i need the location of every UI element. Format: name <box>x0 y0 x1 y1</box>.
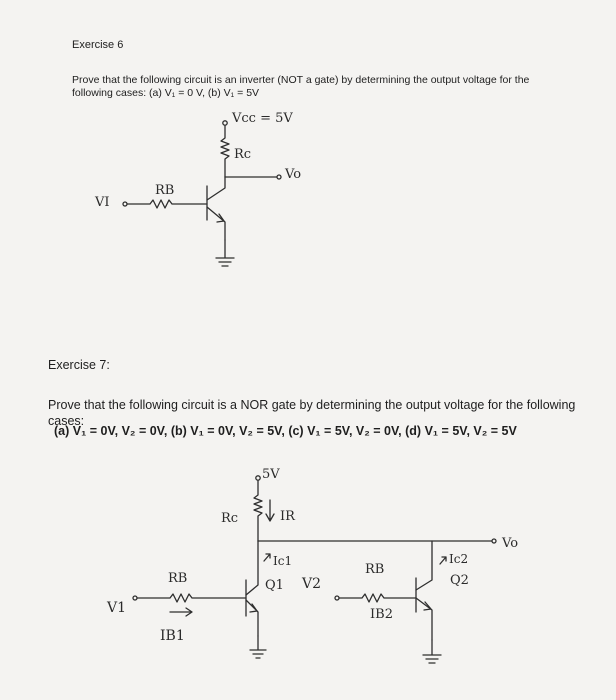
rc-resistor <box>221 126 229 177</box>
rc-label-nor: Rc <box>221 511 239 526</box>
vo-label: Vo <box>285 167 302 182</box>
q1-collector <box>246 541 258 595</box>
rb1-label: RB <box>168 571 188 586</box>
q2-ground <box>423 640 441 663</box>
q2-label: Q2 <box>450 573 469 588</box>
exercise7-title: Exercise 7: <box>48 358 110 372</box>
rb2-resistor <box>339 594 416 602</box>
nor-circuit <box>106 467 518 663</box>
emitter-lead <box>207 207 225 240</box>
q1-ground <box>250 636 266 658</box>
exercise6-title: Exercise 6 <box>72 39 124 51</box>
exercise6-prompt-line1: Prove that the following circuit is an inverter (NOT a gate) by determining the output voltage for the <box>72 74 530 86</box>
vo-label-nor: Vo <box>502 536 519 551</box>
q1-emitter <box>246 600 258 636</box>
q1-label: Q1 <box>265 578 284 593</box>
q2-emitter <box>416 598 432 640</box>
supply-terminal <box>256 476 260 480</box>
ir-arrow <box>266 500 274 521</box>
ib1-label: IB1 <box>160 628 185 644</box>
rb-resistor <box>127 200 207 208</box>
vo-terminal <box>277 175 281 179</box>
ic1-arrow <box>264 554 270 561</box>
ic2-label: Ic2 <box>449 552 469 566</box>
vcc-label: Vcc = 5V <box>232 111 293 126</box>
ib1-arrow <box>170 608 192 616</box>
v1-label: V1 <box>107 600 127 616</box>
vcc-terminal <box>223 121 227 125</box>
rc-label: Rc <box>234 147 252 162</box>
rb-label: RB <box>155 183 175 198</box>
vi-label: VI <box>95 195 110 210</box>
exercise7-prompt-line2: (a) V₁ = 0V, V₂ = 0V, (b) V₁ = 0V, V₂ = 5V, (c) V₁ = 5V, V₂ = 0V, (d) V₁ = 5V, V₂ = 5V <box>54 424 517 438</box>
rc-resistor-nor <box>254 481 262 541</box>
ground-symbol <box>216 240 234 266</box>
exercise6-prompt-line2: following cases: (a) V₁ = 0 V, (b) V₁ = 5V <box>72 87 260 99</box>
exercise7-prompt-line1: Prove that the following circuit is a NOR gate by determining the output voltage for the following cases: <box>48 398 576 428</box>
inverter-circuit <box>94 111 301 266</box>
q2-collector <box>416 541 432 590</box>
rb2-label: RB <box>365 562 385 577</box>
collector-lead <box>207 177 225 200</box>
v2-label: V2 <box>302 576 322 592</box>
vo-terminal-nor <box>492 539 496 543</box>
ic1-label: Ic1 <box>273 554 293 568</box>
ir-label: IR <box>280 509 295 524</box>
ib2-label: IB2 <box>370 607 393 622</box>
ic2-arrow <box>440 557 446 564</box>
rb1-resistor <box>137 594 246 602</box>
supply-label: 5V <box>262 467 280 482</box>
